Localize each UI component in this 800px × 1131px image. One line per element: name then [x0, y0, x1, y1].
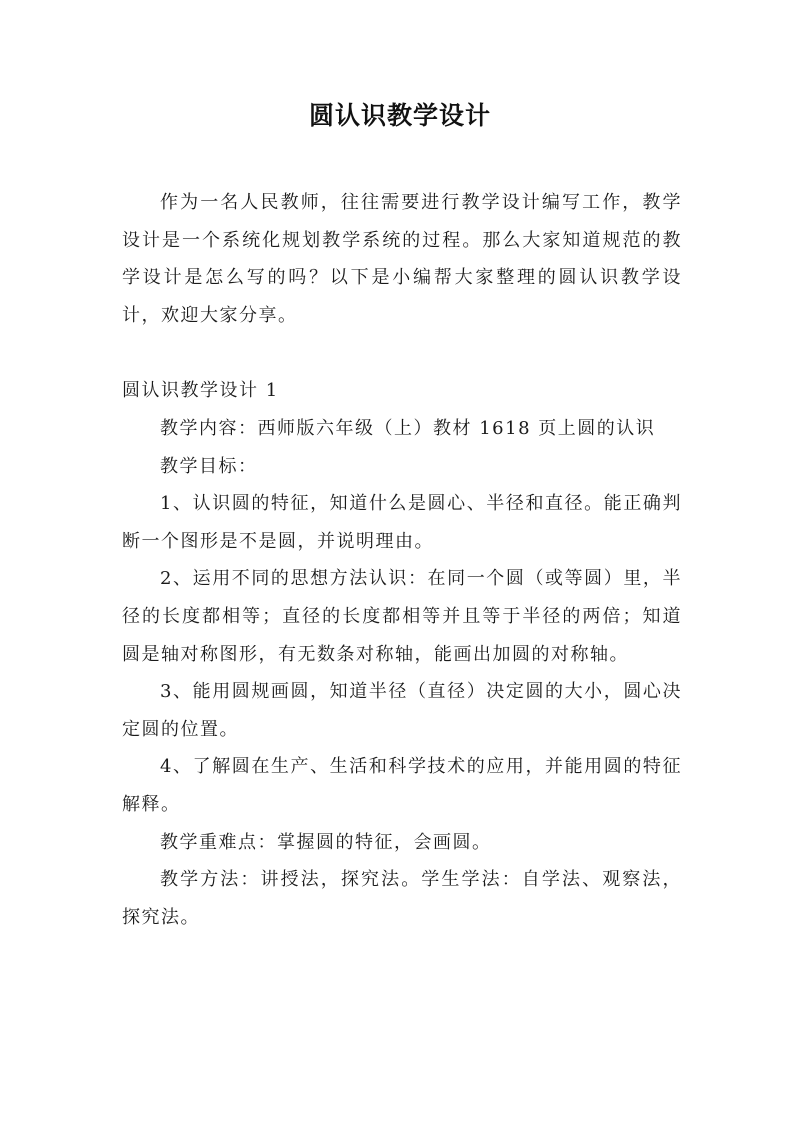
paragraph-goal-1: 1、认识圆的特征，知道什么是圆心、半径和直径。能正确判断一个图形是不是圆，并说明理由。	[122, 493, 682, 552]
paragraph-goal-2: 2、运用不同的思想方法认识：在同一个圆（或等圆）里，半径的长度都相等；直径的长度都相等并且等于半径的两倍；知道圆是轴对称图形，有无数条对称轴，能画出加圆的对称轴。	[122, 568, 682, 665]
intro-paragraph: 作为一名人民教师，往往需要进行教学设计编写工作，教学设计是一个系统化规划教学系统的过程。那么大家知道规范的教学设计是怎么写的吗？以下是小编帮大家整理的圆认识教学设计，欢迎大家分享。	[122, 192, 682, 326]
paragraph-teaching-content: 教学内容：西师版六年级（上）教材 1618 页上圆的认识	[160, 417, 656, 439]
document-title: 圆认识教学设计	[308, 101, 491, 130]
paragraph-teaching-goals-label: 教学目标：	[160, 455, 258, 477]
paragraph-key-difficulty: 教学重难点：掌握圆的特征，会画圆。	[160, 831, 492, 853]
paragraph-teaching-methods: 教学方法：讲授法，探究法。学生学法：自学法、观察法，探究法。	[122, 869, 682, 928]
paragraph-goal-3: 3、能用圆规画圆，知道半径（直径）决定圆的大小，圆心决定圆的位置。	[122, 681, 682, 740]
section-heading: 圆认识教学设计 1	[122, 380, 279, 402]
document-body	[122, 184, 682, 936]
paragraph-goal-4: 4、了解圆在生产、生活和科学技术的应用，并能用圆的特征解释。	[122, 756, 682, 815]
